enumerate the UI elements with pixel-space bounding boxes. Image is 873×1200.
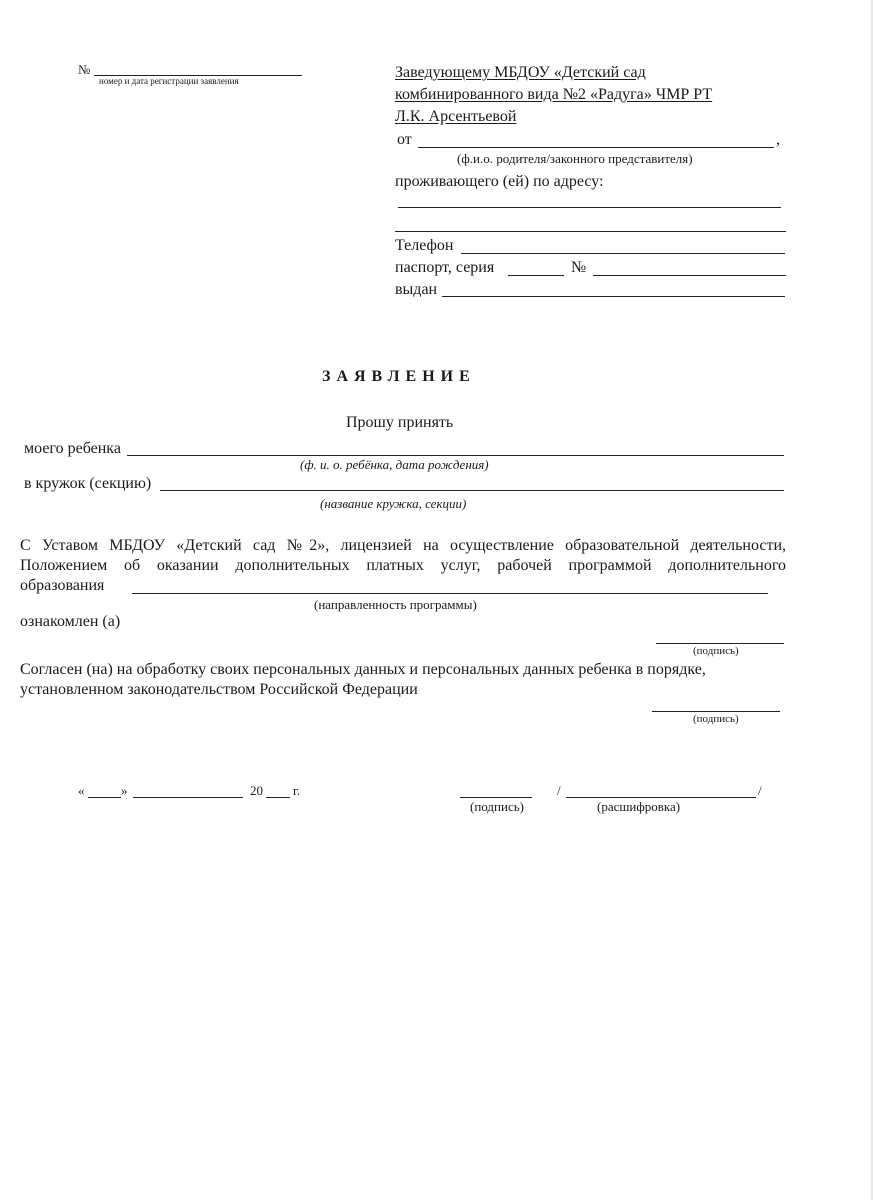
registration-number-sign: № [78,62,91,77]
passport-series-line[interactable] [508,275,564,276]
club-label: в кружок (секцию) [24,475,152,492]
consent-line-1: Согласен (на) на обработку своих персональных данных и персональных данных ребенка в порядке, [20,661,706,678]
issued-by-line[interactable] [442,296,785,297]
parent-name-line[interactable] [418,147,774,148]
addressee-line-1: Заведующему МБДОУ «Детский сад [395,64,646,81]
address-line-2[interactable] [395,231,786,232]
program-caption: (направленность программы) [314,597,477,612]
acquaintance-signature-caption: (подпись) [693,645,739,657]
addressee-line-3: Л.К. Арсентьевой [395,108,517,125]
date-year-prefix: 20 [250,783,263,798]
child-caption: (ф. и. о. ребёнка, дата рождения) [300,457,489,472]
date-year-line[interactable] [266,797,290,798]
consent-signature-line[interactable] [652,711,780,712]
passport-number-sign: № [571,259,587,276]
consent-line-2: установленном законодательством Российской Федерации [20,681,418,698]
acquaintance-signature-line[interactable] [656,643,784,644]
addressee-line-2: комбинированного вида №2 «Радуга» ЧМР РТ [395,86,713,103]
registration-caption: номер и дата регистрации заявления [99,76,239,86]
decoding-slash-open: / [557,783,561,798]
date-month-line[interactable] [133,797,243,798]
issued-label: выдан [395,281,438,298]
club-caption: (название кружка, секции) [320,496,467,511]
date-year-suffix: г. [293,783,301,798]
child-name-line[interactable] [127,455,784,456]
request-intro: Прошу принять [346,414,454,431]
club-name-line[interactable] [160,490,784,491]
document-title: ЗАЯВЛЕНИЕ [322,368,476,385]
address-label: проживающего (ей) по адресу: [395,173,604,190]
acquaintance-line-2: Положением об оказании дополнительных платных услуг, рабочей программой дополнительного [20,557,786,574]
passport-number-line[interactable] [593,275,786,276]
decoding-slash-close: / [758,783,762,798]
date-quote-open: « [78,783,85,798]
from-comma: , [776,131,780,148]
date-day-line[interactable] [88,797,121,798]
from-label: от [397,131,412,148]
date-quote-close: » [121,783,128,798]
acquaintance-line-1: С Уставом МБДОУ «Детский сад №2», лицензией на осуществление образовательной деятельности, [20,537,786,554]
final-signature-line[interactable] [460,797,532,798]
decoding-line[interactable] [566,797,756,798]
program-direction-line[interactable] [132,593,768,594]
final-signature-caption: (подпись) [470,799,524,814]
acquaintance-line-3: образования [20,577,105,594]
consent-signature-caption: (подпись) [693,713,739,725]
passport-series-label: паспорт, серия [395,259,495,276]
parent-name-caption: (ф.и.о. родителя/законного представителя) [457,151,693,166]
decoding-caption: (расшифровка) [597,799,681,814]
phone-line[interactable] [461,253,785,254]
child-label: моего ребенка [24,440,121,457]
acknowledged-label: ознакомлен (а) [20,613,121,630]
address-line-1[interactable] [398,207,781,208]
phone-label: Телефон [395,237,454,254]
